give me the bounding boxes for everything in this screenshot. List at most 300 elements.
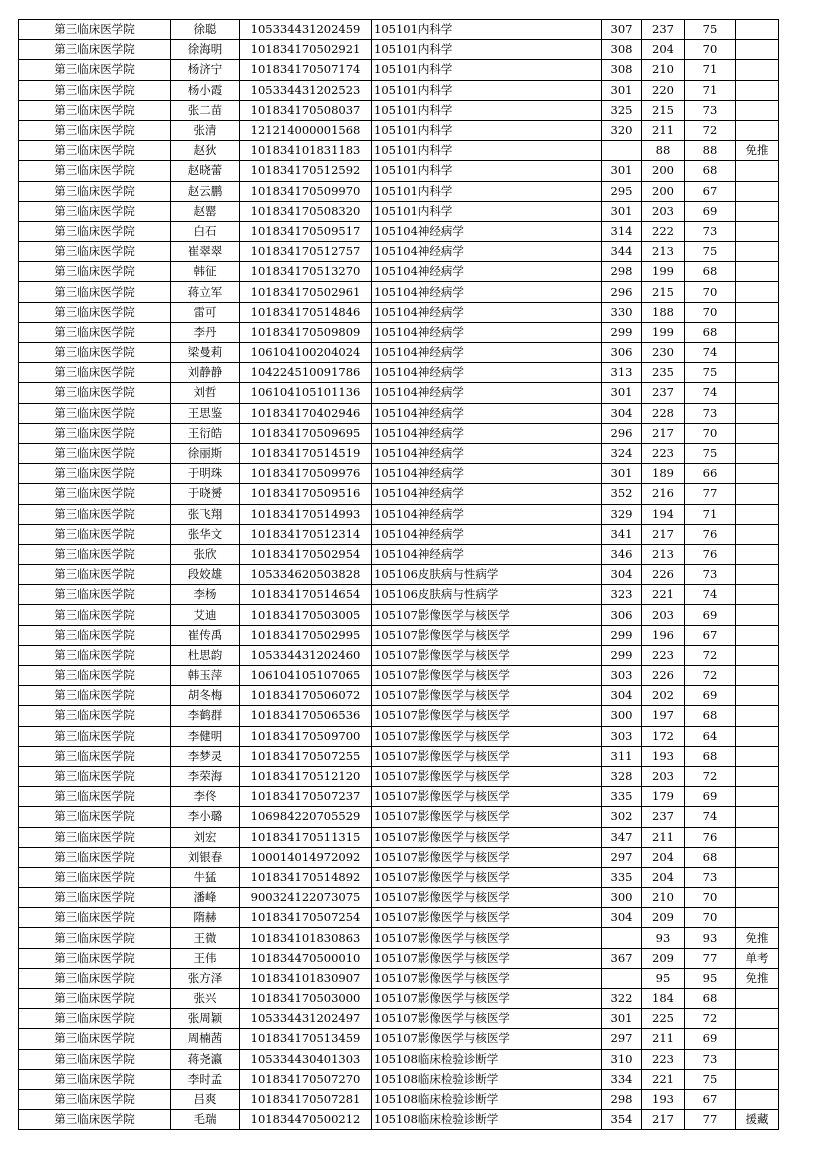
name-cell: 刘银春 (171, 847, 240, 867)
retest-score-cell: 216 (642, 484, 685, 504)
initial-score-cell: 306 (602, 605, 642, 625)
school-cell: 第三临床医学院 (19, 645, 171, 665)
note-cell (736, 221, 779, 241)
major-cell: 105101内科学 (372, 120, 602, 140)
major-cell: 105101内科学 (372, 80, 602, 100)
retest-score-cell: 193 (642, 746, 685, 766)
note-cell (736, 706, 779, 726)
table-row (19, 100, 779, 120)
note-cell (736, 585, 779, 605)
name-cell: 崔传禹 (171, 625, 240, 645)
major-cell: 105107影像医学与核医学 (372, 888, 602, 908)
total-score-cell: 93 (685, 928, 736, 948)
note-cell (736, 605, 779, 625)
initial-score-cell: 335 (602, 787, 642, 807)
retest-score-cell: 172 (642, 726, 685, 746)
table-row (19, 1049, 779, 1069)
retest-score-cell: 194 (642, 504, 685, 524)
retest-score-cell: 196 (642, 625, 685, 645)
school-cell: 第三临床医学院 (19, 242, 171, 262)
table-row (19, 40, 779, 60)
table-row (19, 867, 779, 887)
total-score-cell: 75 (685, 242, 736, 262)
total-score-cell: 67 (685, 1089, 736, 1109)
major-cell: 105107影像医学与核医学 (372, 827, 602, 847)
table-row (19, 1089, 779, 1109)
candidate-id-cell: 101834170508320 (240, 201, 372, 221)
total-score-cell: 70 (685, 40, 736, 60)
initial-score-cell: 306 (602, 343, 642, 363)
initial-score-cell: 310 (602, 1049, 642, 1069)
name-cell: 王思鉴 (171, 403, 240, 423)
retest-score-cell: 211 (642, 1029, 685, 1049)
candidate-id-cell: 101834170507174 (240, 60, 372, 80)
major-cell: 105108临床检验诊断学 (372, 1049, 602, 1069)
retest-score-cell: 235 (642, 363, 685, 383)
note-cell (736, 908, 779, 928)
name-cell: 李丹 (171, 322, 240, 342)
total-score-cell: 74 (685, 807, 736, 827)
name-cell: 王衍皓 (171, 423, 240, 443)
initial-score-cell: 308 (602, 60, 642, 80)
retest-score-cell: 188 (642, 302, 685, 322)
school-cell: 第三临床医学院 (19, 807, 171, 827)
name-cell: 李佟 (171, 787, 240, 807)
retest-score-cell: 95 (642, 968, 685, 988)
retest-score-cell: 237 (642, 20, 685, 40)
note-cell: 免推 (736, 141, 779, 161)
retest-score-cell: 215 (642, 100, 685, 120)
retest-score-cell: 200 (642, 181, 685, 201)
note-cell (736, 181, 779, 201)
initial-score-cell: 304 (602, 908, 642, 928)
name-cell: 张周颖 (171, 1009, 240, 1029)
name-cell: 张欣 (171, 544, 240, 564)
candidate-id-cell: 101834170509976 (240, 464, 372, 484)
initial-score-cell: 354 (602, 1110, 642, 1130)
retest-score-cell: 220 (642, 80, 685, 100)
initial-score-cell: 298 (602, 1089, 642, 1109)
name-cell: 李健明 (171, 726, 240, 746)
major-cell: 105104神经病学 (372, 242, 602, 262)
retest-score-cell: 210 (642, 888, 685, 908)
major-cell: 105104神经病学 (372, 302, 602, 322)
retest-score-cell: 217 (642, 1110, 685, 1130)
retest-score-cell: 230 (642, 343, 685, 363)
initial-score-cell: 297 (602, 847, 642, 867)
note-cell (736, 565, 779, 585)
candidate-id-cell: 101834170503005 (240, 605, 372, 625)
major-cell: 105104神经病学 (372, 221, 602, 241)
table-row (19, 666, 779, 686)
table-row (19, 262, 779, 282)
major-cell: 105107影像医学与核医学 (372, 666, 602, 686)
table-row (19, 787, 779, 807)
school-cell: 第三临床医学院 (19, 968, 171, 988)
table-body (19, 20, 779, 1130)
major-cell: 105107影像医学与核医学 (372, 706, 602, 726)
candidate-id-cell: 101834101831183 (240, 141, 372, 161)
note-cell (736, 40, 779, 60)
major-cell: 105108临床检验诊断学 (372, 1089, 602, 1109)
school-cell: 第三临床医学院 (19, 181, 171, 201)
retest-score-cell: 204 (642, 847, 685, 867)
candidate-id-cell: 101834170506072 (240, 686, 372, 706)
name-cell: 张二苗 (171, 100, 240, 120)
retest-score-cell: 211 (642, 120, 685, 140)
note-cell (736, 686, 779, 706)
table-row (19, 625, 779, 645)
school-cell: 第三临床医学院 (19, 544, 171, 564)
note-cell (736, 20, 779, 40)
table-row (19, 908, 779, 928)
table-row (19, 544, 779, 564)
note-cell (736, 1089, 779, 1109)
total-score-cell: 72 (685, 645, 736, 665)
initial-score-cell: 308 (602, 40, 642, 60)
total-score-cell: 73 (685, 565, 736, 585)
candidate-id-cell: 105334431202523 (240, 80, 372, 100)
candidate-id-cell: 106104105101136 (240, 383, 372, 403)
table-row (19, 383, 779, 403)
table-row (19, 464, 779, 484)
candidate-id-cell: 106104105107065 (240, 666, 372, 686)
school-cell: 第三临床医学院 (19, 302, 171, 322)
total-score-cell: 72 (685, 120, 736, 140)
name-cell: 梁曼莉 (171, 343, 240, 363)
note-cell (736, 1049, 779, 1069)
major-cell: 105101内科学 (372, 100, 602, 120)
name-cell: 王微 (171, 928, 240, 948)
name-cell: 刘宏 (171, 827, 240, 847)
school-cell: 第三临床医学院 (19, 141, 171, 161)
note-cell (736, 201, 779, 221)
initial-score-cell: 322 (602, 989, 642, 1009)
note-cell (736, 80, 779, 100)
retest-score-cell: 221 (642, 1069, 685, 1089)
initial-score-cell: 367 (602, 948, 642, 968)
total-score-cell: 69 (685, 201, 736, 221)
initial-score-cell: 301 (602, 464, 642, 484)
name-cell: 张清 (171, 120, 240, 140)
initial-score-cell: 300 (602, 706, 642, 726)
major-cell: 105107影像医学与核医学 (372, 787, 602, 807)
major-cell: 105104神经病学 (372, 423, 602, 443)
name-cell: 李杨 (171, 585, 240, 605)
table-row (19, 60, 779, 80)
school-cell: 第三临床医学院 (19, 161, 171, 181)
name-cell: 蒋立军 (171, 282, 240, 302)
candidate-id-cell: 101834170509700 (240, 726, 372, 746)
initial-score-cell: 300 (602, 888, 642, 908)
initial-score-cell: 304 (602, 565, 642, 585)
name-cell: 牛猛 (171, 867, 240, 887)
note-cell (736, 60, 779, 80)
major-cell: 105104神经病学 (372, 262, 602, 282)
candidate-id-cell: 105334430401303 (240, 1049, 372, 1069)
retest-score-cell: 204 (642, 40, 685, 60)
initial-score-cell: 323 (602, 585, 642, 605)
major-cell: 105101内科学 (372, 40, 602, 60)
table-row (19, 141, 779, 161)
candidate-id-cell: 101834170506536 (240, 706, 372, 726)
school-cell: 第三临床医学院 (19, 201, 171, 221)
school-cell: 第三临床医学院 (19, 908, 171, 928)
major-cell: 105107影像医学与核医学 (372, 847, 602, 867)
major-cell: 105104神经病学 (372, 343, 602, 363)
candidate-id-cell: 105334431202459 (240, 20, 372, 40)
name-cell: 于明珠 (171, 464, 240, 484)
table-row (19, 242, 779, 262)
school-cell: 第三临床医学院 (19, 1110, 171, 1130)
candidate-id-cell: 101834170514993 (240, 504, 372, 524)
note-cell (736, 443, 779, 463)
candidate-id-cell: 101834170508037 (240, 100, 372, 120)
retest-score-cell: 215 (642, 282, 685, 302)
total-score-cell: 75 (685, 443, 736, 463)
initial-score-cell: 301 (602, 161, 642, 181)
initial-score-cell: 303 (602, 726, 642, 746)
name-cell: 徐海明 (171, 40, 240, 60)
total-score-cell: 77 (685, 948, 736, 968)
candidate-id-cell: 101834170509517 (240, 221, 372, 241)
candidate-id-cell: 104224510091786 (240, 363, 372, 383)
retest-score-cell: 184 (642, 989, 685, 1009)
table-row (19, 888, 779, 908)
total-score-cell: 73 (685, 100, 736, 120)
note-cell (736, 888, 779, 908)
major-cell: 105104神经病学 (372, 322, 602, 342)
table-row (19, 403, 779, 423)
initial-score-cell (602, 968, 642, 988)
table-row (19, 1009, 779, 1029)
table-row (19, 948, 779, 968)
initial-score-cell: 304 (602, 403, 642, 423)
candidate-id-cell: 101834170509695 (240, 423, 372, 443)
table-row (19, 847, 779, 867)
name-cell: 赵云鹏 (171, 181, 240, 201)
initial-score-cell: 301 (602, 201, 642, 221)
school-cell: 第三临床医学院 (19, 484, 171, 504)
major-cell: 105104神经病学 (372, 383, 602, 403)
school-cell: 第三临床医学院 (19, 80, 171, 100)
major-cell: 105107影像医学与核医学 (372, 625, 602, 645)
table-row (19, 443, 779, 463)
school-cell: 第三临床医学院 (19, 666, 171, 686)
school-cell: 第三临床医学院 (19, 423, 171, 443)
school-cell: 第三临床医学院 (19, 847, 171, 867)
total-score-cell: 67 (685, 625, 736, 645)
name-cell: 赵晓蕾 (171, 161, 240, 181)
major-cell: 105107影像医学与核医学 (372, 1029, 602, 1049)
candidate-id-cell: 900324122073075 (240, 888, 372, 908)
initial-score-cell: 330 (602, 302, 642, 322)
candidate-id-cell: 105334620503828 (240, 565, 372, 585)
candidate-id-cell: 101834170402946 (240, 403, 372, 423)
table-row (19, 686, 779, 706)
name-cell: 蒋尧瀛 (171, 1049, 240, 1069)
initial-score-cell: 303 (602, 666, 642, 686)
major-cell: 105107影像医学与核医学 (372, 948, 602, 968)
school-cell: 第三临床医学院 (19, 867, 171, 887)
major-cell: 105104神经病学 (372, 484, 602, 504)
total-score-cell: 68 (685, 706, 736, 726)
note-cell (736, 1029, 779, 1049)
candidate-id-cell: 101834170512120 (240, 766, 372, 786)
retest-score-cell: 217 (642, 524, 685, 544)
retest-score-cell: 237 (642, 807, 685, 827)
initial-score-cell: 301 (602, 80, 642, 100)
retest-score-cell: 200 (642, 161, 685, 181)
note-cell (736, 666, 779, 686)
school-cell: 第三临床医学院 (19, 322, 171, 342)
major-cell: 105104神经病学 (372, 504, 602, 524)
initial-score-cell (602, 928, 642, 948)
candidate-id-cell: 101834170509516 (240, 484, 372, 504)
school-cell: 第三临床医学院 (19, 443, 171, 463)
retest-score-cell: 228 (642, 403, 685, 423)
table-row (19, 504, 779, 524)
name-cell: 白石 (171, 221, 240, 241)
retest-score-cell: 203 (642, 605, 685, 625)
note-cell (736, 787, 779, 807)
total-score-cell: 68 (685, 322, 736, 342)
retest-score-cell: 179 (642, 787, 685, 807)
table-row (19, 585, 779, 605)
initial-score-cell: 296 (602, 423, 642, 443)
table-row (19, 645, 779, 665)
initial-score-cell: 334 (602, 1069, 642, 1089)
initial-score-cell: 341 (602, 524, 642, 544)
total-score-cell: 71 (685, 504, 736, 524)
retest-score-cell: 226 (642, 666, 685, 686)
candidate-id-cell: 106984220705529 (240, 807, 372, 827)
initial-score-cell: 296 (602, 282, 642, 302)
table-row (19, 968, 779, 988)
note-cell (736, 302, 779, 322)
candidate-id-cell: 101834170514654 (240, 585, 372, 605)
initial-score-cell: 352 (602, 484, 642, 504)
major-cell: 105104神经病学 (372, 403, 602, 423)
note-cell (736, 504, 779, 524)
name-cell: 胡冬梅 (171, 686, 240, 706)
retest-score-cell: 209 (642, 908, 685, 928)
retest-score-cell: 223 (642, 645, 685, 665)
candidate-id-cell: 101834170511315 (240, 827, 372, 847)
note-cell (736, 766, 779, 786)
name-cell: 张方泽 (171, 968, 240, 988)
initial-score-cell: 311 (602, 746, 642, 766)
retest-score-cell: 226 (642, 565, 685, 585)
table-row (19, 302, 779, 322)
total-score-cell: 77 (685, 484, 736, 504)
table-row (19, 80, 779, 100)
retest-score-cell: 199 (642, 322, 685, 342)
table-row (19, 726, 779, 746)
candidate-id-cell: 101834170509970 (240, 181, 372, 201)
school-cell: 第三临床医学院 (19, 686, 171, 706)
retest-score-cell: 211 (642, 827, 685, 847)
major-cell: 105106皮肤病与性病学 (372, 585, 602, 605)
name-cell: 刘哲 (171, 383, 240, 403)
retest-score-cell: 199 (642, 262, 685, 282)
school-cell: 第三临床医学院 (19, 363, 171, 383)
candidate-id-cell: 101834470500212 (240, 1110, 372, 1130)
school-cell: 第三临床医学院 (19, 787, 171, 807)
initial-score-cell: 302 (602, 807, 642, 827)
major-cell: 105101内科学 (372, 60, 602, 80)
initial-score-cell: 301 (602, 1009, 642, 1029)
table-row (19, 1029, 779, 1049)
candidate-id-cell: 101834170507237 (240, 787, 372, 807)
school-cell: 第三临床医学院 (19, 565, 171, 585)
candidate-id-cell: 101834170513270 (240, 262, 372, 282)
candidate-id-cell: 101834170512592 (240, 161, 372, 181)
major-cell: 105107影像医学与核医学 (372, 989, 602, 1009)
table-row (19, 807, 779, 827)
total-score-cell: 74 (685, 585, 736, 605)
total-score-cell: 73 (685, 1049, 736, 1069)
initial-score-cell: 329 (602, 504, 642, 524)
table-row (19, 201, 779, 221)
name-cell: 赵狄 (171, 141, 240, 161)
major-cell: 105107影像医学与核医学 (372, 746, 602, 766)
initial-score-cell: 299 (602, 625, 642, 645)
school-cell: 第三临床医学院 (19, 464, 171, 484)
major-cell: 105107影像医学与核医学 (372, 726, 602, 746)
name-cell: 毛瑞 (171, 1110, 240, 1130)
name-cell: 韩征 (171, 262, 240, 282)
name-cell: 隋赫 (171, 908, 240, 928)
note-cell (736, 120, 779, 140)
candidate-id-cell: 101834170514892 (240, 867, 372, 887)
retest-score-cell: 223 (642, 1049, 685, 1069)
note-cell (736, 282, 779, 302)
table-row (19, 423, 779, 443)
note-cell (736, 403, 779, 423)
table-row (19, 524, 779, 544)
total-score-cell: 70 (685, 423, 736, 443)
note-cell (736, 242, 779, 262)
name-cell: 艾迪 (171, 605, 240, 625)
retest-score-cell: 213 (642, 242, 685, 262)
table-row (19, 989, 779, 1009)
major-cell: 105101内科学 (372, 20, 602, 40)
retest-score-cell: 203 (642, 201, 685, 221)
school-cell: 第三临床医学院 (19, 706, 171, 726)
name-cell: 刘静静 (171, 363, 240, 383)
total-score-cell: 76 (685, 827, 736, 847)
school-cell: 第三临床医学院 (19, 504, 171, 524)
total-score-cell: 72 (685, 1009, 736, 1029)
name-cell: 赵罂 (171, 201, 240, 221)
candidate-id-cell: 101834170514846 (240, 302, 372, 322)
table-row (19, 363, 779, 383)
school-cell: 第三临床医学院 (19, 262, 171, 282)
retest-score-cell: 225 (642, 1009, 685, 1029)
major-cell: 105107影像医学与核医学 (372, 908, 602, 928)
major-cell: 105107影像医学与核医学 (372, 1009, 602, 1029)
name-cell: 李梦灵 (171, 746, 240, 766)
table-row (19, 565, 779, 585)
total-score-cell: 74 (685, 383, 736, 403)
school-cell: 第三临床医学院 (19, 60, 171, 80)
total-score-cell: 75 (685, 1069, 736, 1089)
candidate-id-cell: 101834170502961 (240, 282, 372, 302)
table-row (19, 1110, 779, 1130)
total-score-cell: 68 (685, 161, 736, 181)
major-cell: 105107影像医学与核医学 (372, 645, 602, 665)
